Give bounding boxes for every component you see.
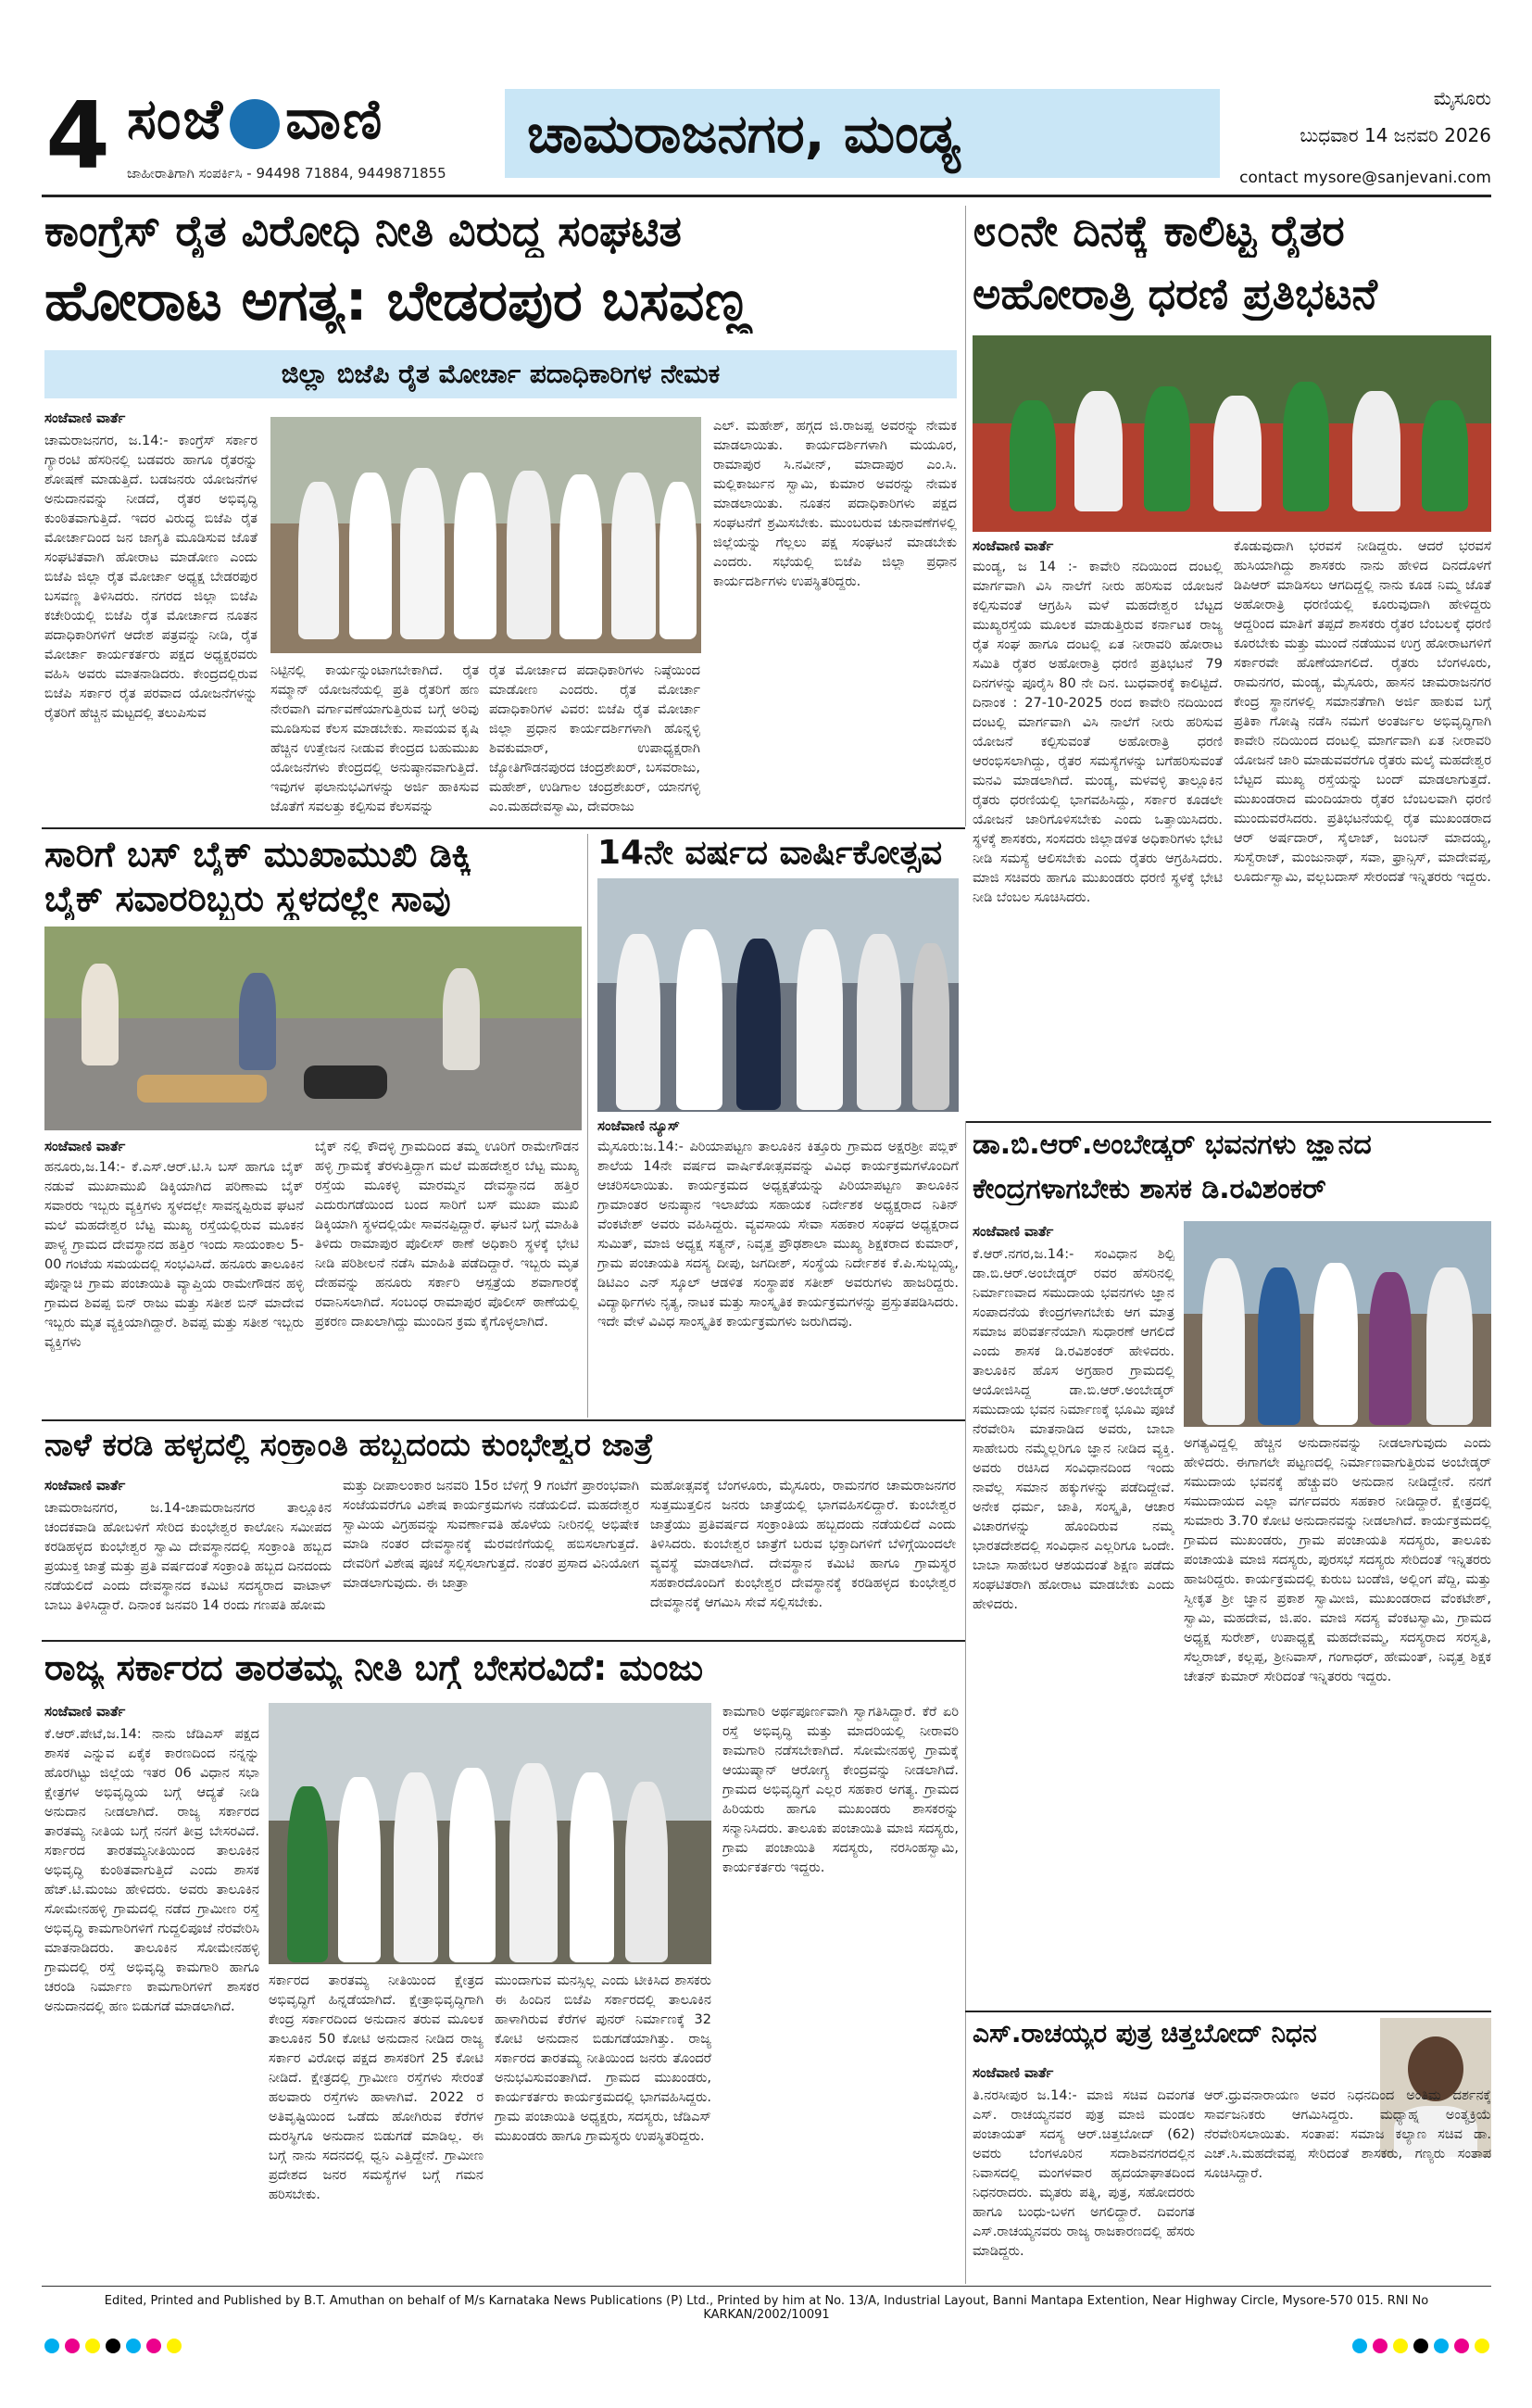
- story3-headline-line2: ಬೈಕ್ ಸವಾರರಿಬ್ಬರು ಸ್ಥಳದಲ್ಲೇ ಸಾವು: [44, 878, 451, 919]
- story5-body-col2: ಅಗತ್ಯವಿದ್ದಲ್ಲಿ ಹೆಚ್ಚಿನ ಅನುದಾನವನ್ನು ನೀಡಲಾಗುವುದು ಎಂದು ಹೇಳಿದರು. ಈಗಾಗಲೇ ಪಟ್ಟಣದಲ್ಲಿ ನಿರ್ಮಾಣವಾಗುತ್ತಿರುವ ಅಂಬೇಡ್ಕರ್ ಸಮುದಾಯ ಭವನಕ್ಕೆ ಹೆಚ್ಚುವರಿ ಅನುದಾನ ನೀಡಿದ್ದೇನೆ. ನನಗೆ ಸಮುದಾಯದ ಎಲ್ಲಾ ವರ್ಗದವರು ಸಹಕಾರ ನೀಡಿದ್ದಾರೆ. ಕ್ಷೇತ್ರದಲ್ಲಿ ಸುಮಾರು 3.70 ಕೋಟಿ ಅನುದಾನವನ್ನು ನೀಡಲಾಗಿದೆ. ಕಾರ್ಯಕ್ರಮದಲ್ಲಿ ಗ್ರಾಮದ ಮುಖಂಡರು, ಗ್ರಾಮ ಪಂಚಾಯತಿ ಸದಸ್ಯರು, ತಾಲೂಕು ಪಂಚಾಯತಿ ಮಾಜಿ ಸದಸ್ಯರು, ಪುರಸಭೆ ಸದಸ್ಯರು ಸೇರಿದಂತೆ ಇನ್ನಿತರರು ಹಾಜರಿದ್ದರು. ಕಾರ್ಯಕ್ರಮದಲ್ಲಿ ಕುರುಬ ಬಂಡೆಜಿ, ಅಲ್ಲಿಂಗ ಪೆದ್ದಿ, ಮತ್ತು ಸ್ವೀಕೃತ ಶ್ರೀ ಜ್ಞಾನ ಪ್ರಕಾಶ ಸ್ವಾಮೀಜಿ, ಮುಖಂಡರಾದ ವೆಂಕಟೇಶ್, ಸ್ವಾಮಿ, ಮಹದೇವ, ಜಿ.ಪಂ. ಮಾಜಿ ಸದಸ್ಯ ವೆಂಕಟಸ್ವಾಮಿ, ಗ್ರಾಮದ ಅಧ್ಯಕ್ಷ ಸುರೇಶ್, ಉಪಾಧ್ಯಕ್ಷೆ ಮಹದೇವಮ್ಮ, ಸದಸ್ಯರಾದ ಸರಸ್ವತಿ, ಸೆಲ್ವರಾಜ್, ಕಲ್ಲಪ್ಪ, ಶ್ರೀನಿವಾಸ್, ಗಂಗಾಧರ್, ಹೇಮಂತ್, ನಿವೃತ್ತ ಶಿಕ್ಷಕ ಚೇತನ್ ಕುಮಾರ್ ಸೇರಿದಂತೆ ಇನ್ನಿತರರು ಇದ್ದರು.: [1184, 1436, 1491, 1684]
- story1-group-photo: [270, 417, 701, 653]
- brand-left: ಸಂಜೆ: [127, 87, 225, 152]
- story3-headline-line1: ಸಾರಿಗೆ ಬಸ್ ಬೈಕ್ ಮುಖಾಮುಖಿ ಡಿಕ್ಕಿ: [44, 834, 472, 875]
- story2-headline-line2: ಅಹೋರಾತ್ರಿ ಧರಣಿ ಪ್ರತಿಭಟನೆ: [973, 269, 1377, 319]
- publisher-imprint: Edited, Printed and Published by B.T. Amuthan on behalf of M/s Karnataka News Publications (P) Ltd., Printed by him at No. 13/A, Industrial Layout, Banni Mantapa Extention, Near Highway Circle, Mysore-570 015. RNI No KARKAN/2002/10091: [104, 2294, 1429, 2322]
- story1-body-col2: ನಿಟ್ಟಿನಲ್ಲಿ ಕಾರ್ಯನ್ನುಂಟಾಗಬೇಕಾಗಿದೆ. ರೈತ ಸಮ್ಮಾನ್ ಯೋಜನೆಯಲ್ಲಿ ಪ್ರತಿ ರೈತರಿಗೆ ಹಣ ನೇರವಾಗಿ ವರ್ಗಾವಣೆಯಾಗುತ್ತಿರುವ ಬಗ್ಗೆ ಅರಿವು ಮೂಡಿಸುವ ಕೆಲಸ ಮಾಡಬೇಕು. ಸಾವಯವ ಕೃಷಿ ಹೆಚ್ಚಿನ ಉತ್ತೇಜನ ನೀಡುವ ಕೇಂದ್ರದ ಬಹುಮುಖ ಯೋಜನೆಗಳು ಕೇಂದ್ರದಲ್ಲಿ ಅನುಷ್ಠಾನವಾಗುತ್ತಿದೆ. ಇವುಗಳ ಫಲಾನುಭವಿಗಳನ್ನು ಅರ್ಜಿ ಹಾಕಿಸುವ ಜೊತೆಗೆ ಸವಲತ್ತು ಕಲ್ಪಿಸುವ ಕೆಲಸವನ್ನು: [270, 663, 479, 814]
- masthead: [42, 82, 1491, 191]
- story5-body-col1: ಕೆ.ಆರ್.ನಗರ,ಜ.14:- ಸಂವಿಧಾನ ಶಿಲ್ಪಿ ಡಾ.ಬಿ.ಆರ್.ಅಂಬೇಡ್ಕರ್ ರವರ ಹೆಸರಿನಲ್ಲಿ ನಿರ್ಮಾಣವಾದ ಸಮುದಾಯ ಭವನಗಳು ಜ್ಞಾನ ಸಂಪಾದನೆಯ ಕೇಂದ್ರಗಳಾಗಬೇಕು ಆಗ ಮಾತ್ರ ಸಮಾಜ ಪರಿವರ್ತನೆಯಾಗಿ ಸುಧಾರಣೆ ಆಗಲಿದೆ ಎಂದು ಶಾಸಕ ಡಿ.ರವಿಶಂಕರ್ ಹೇಳಿದರು. ತಾಲೂಕಿನ ಹೊಸ ಅಗ್ರಹಾರ ಗ್ರಾಮದಲ್ಲಿ ಆಯೋಜಿಸಿದ್ದ ಡಾ.ಬಿ.ಆರ್.ಅಂಬೇಡ್ಕರ್ ಸಮುದಾಯ ಭವನ ನಿರ್ಮಾಣಕ್ಕೆ ಭೂಮಿ ಪೂಜೆ ನೆರವೇರಿಸಿ ಮಾತನಾಡಿದ ಅವರು, ಬಾಬಾ ಸಾಹೇಬರು ನಮ್ಮೆಲ್ಲರಿಗೂ ಜ್ಞಾನ ನೀಡಿದ ವ್ಯಕ್ತಿ. ಅವರು ರಚಿಸಿದ ಸಂವಿಧಾನದಿಂದ ಇಂದು ನಾವೆಲ್ಲ ಸಮಾನ ಹಕ್ಕುಗಳನ್ನು ಪಡೆದಿದ್ದೇವೆ. ಅನೇಕ ಧರ್ಮ, ಜಾತಿ, ಸಂಸ್ಕೃತಿ, ಆಚಾರ ವಿಚಾರಗಳನ್ನು ಹೊಂದಿರುವ ನಮ್ಮ ಭಾರತದೇಶದಲ್ಲಿ ಸಂವಿಧಾನ ಎಲ್ಲರಿಗೂ ಒಂದೇ. ಬಾಬಾ ಸಾಹೇಬರ ಆಶಯದಂತೆ ಶಿಕ್ಷಣ ಪಡೆದು ಸಂಘಟಿತರಾಗಿ ಹೋರಾಟ ಮಾಡಬೇಕು ಎಂದು ಹೇಳಿದರು.: [973, 1247, 1174, 1612]
- contact-email[interactable]: contact mysore@sanjevani.com: [1239, 169, 1491, 187]
- masthead-rule: [42, 195, 1491, 197]
- story4-headline: 14ನೇ ವರ್ಷದ ವಾರ್ಷಿಕೋತ್ಸವ: [597, 834, 943, 872]
- story6-body-col2: ಮತ್ತು ದೀಪಾಲಂಕಾರ ಜನವರಿ 15ರ ಬೆಳಿಗ್ಗೆ 9 ಗಂಟೆಗೆ ಪ್ರಾರಂಭವಾಗಿ ಸಂಜೆಯವರೆಗೂ ವಿಶೇಷ ಕಾರ್ಯಕ್ರಮಗಳು ನಡೆಯಲಿದೆ. ಮಹದೇಶ್ವರ ಸ್ವಾಮಿಯ ವಿಗ್ರಹವನ್ನು ಸುವರ್ಣಾವತಿ ಹೊಳೆಯ ನೀರಿನಲ್ಲಿ ಅಭಿಷೇಕ ಮಾಡಿ ನಂತರ ದೇವಸ್ಥಾನಕ್ಕೆ ಮೆರವಣಿಗೆಯಲ್ಲಿ ಹಬಿಸಲಾಗುತ್ತದೆ. ದೇವರಿಗೆ ವಿಶೇಷ ಪೂಜೆ ಸಲ್ಲಿಸಲಾಗುತ್ತದೆ. ನಂತರ ಪ್ರಸಾದ ವಿನಿಯೋಗ ಮಾಡಲಾಗುವುದು. ಈ ಜಾತ್ರಾ: [343, 1479, 639, 1591]
- story7-ceremony-photo: [269, 1703, 711, 1964]
- story6-body-col3: ಮಹೋತ್ಸವಕ್ಕೆ ಬೆಂಗಳೂರು, ಮೈಸೂರು, ರಾಮನಗರ ಚಾಮರಾಜನಗರ ಸುತ್ತಮುತ್ತಲಿನ ಜನರು ಜಾತ್ರೆಯಲ್ಲಿ ಭಾಗವಹಿಸಲಿದ್ದಾರೆ. ಕುಂಬೇಶ್ವರ ಜಾತ್ರೆಯು ಪ್ರತಿವರ್ಷದ ಸಂಕ್ರಾಂತಿಯ ಹಬ್ಬದಂದು ನಡೆಯಲಿದೆ ಎಂದು ತಿಳಿಸಿದರು. ಕುಂಬೇಶ್ವರ ಜಾತ್ರೆಗೆ ಬರುವ ಭಕ್ತಾದಿಗಳಿಗೆ ಬೆಳಿಗ್ಗೆಯಿಂದಲೇ ವ್ಯವಸ್ಥೆ ಮಾಡಲಾಗಿದೆ. ದೇವಸ್ಥಾನ ಕಮಿಟಿ ಹಾಗೂ ಗ್ರಾಮಸ್ಥರ ಸಹಕಾರದೊಂದಿಗೆ ಕುಂಭೇಶ್ವರ ದೇವಸ್ಥಾನಕ್ಕೆ ಕರಡಿಹಳ್ಳದ ಕುಂಭೇಶ್ವರ ದೇವಸ್ಥಾನಕ್ಕೆ ಆಗಮಿಸಿ ಸೇವೆ ಸಲ್ಲಿಸಬೇಕು.: [650, 1479, 956, 1610]
- story1-body-col3: ರೈತ ಮೋರ್ಚಾದ ಪದಾಧಿಕಾರಿಗಳು ನಿಷ್ಠೆಯಿಂದ ಮಾಡೋಣ ಎಂದರು. ರೈತ ಮೋರ್ಚಾ ಪದಾಧಿಕಾರಿಗಳ ವಿವರ: ಬಿಜೆಪಿ ರೈತ ಮೋರ್ಚಾ ಜಿಲ್ಲಾ ಪ್ರಧಾನ ಕಾರ್ಯದರ್ಶಿಗಳಾಗಿ ಹೊನ್ನಳ್ಳಿ ಶಿವಕುಮಾರ್, ಉಪಾಧ್ಯಕ್ಷರಾಗಿ ಜ್ಯೋತಿಗೌಡನಪುರದ ಚಂದ್ರಶೇಖರ್, ಬಸವರಾಜು, ಮಹೇಶ್, ಉಡಿಗಾಲ ಚಂದ್ರಶೇಖರ್, ಯಾನಗಳ್ಳಿ ಎಂ.ಮಹದೇವಸ್ವಾಮಿ, ದೇವರಾಜು: [489, 663, 700, 814]
- story5-byline: ಸಂಜೆವಾಣಿ ವಾರ್ತೆ: [973, 1223, 1054, 1240]
- story6-byline: ಸಂಜೆವಾಣಿ ವಾರ್ತೆ: [44, 1477, 126, 1494]
- story5-headline-line1: ಡಾ.ಬಿ.ಆರ್.ಅಂಬೇಡ್ಕರ್ ಭವನಗಳು ಜ್ಞಾನದ: [973, 1128, 1372, 1161]
- story7-body-col2: ಸರ್ಕಾರದ ತಾರತಮ್ಯ ನೀತಿಯಿಂದ ಕ್ಷೇತ್ರದ ಅಭಿವೃದ್ಧಿಗೆ ಹಿನ್ನಡೆಯಾಗಿದೆ. ಕ್ಷೇತ್ರಾಭಿವೃದ್ಧಿಗಾಗಿ ಕೇಂದ್ರ ಸರ್ಕಾರದಿಂದ ಅನುದಾನ ತರುವ ಮೂಲಕ ತಾಲೂಕಿನ 50 ಕೋಟಿ ಅನುದಾನ ನೀಡಿದ ರಾಜ್ಯ ಸರ್ಕಾರ ವಿರೋಧ ಪಕ್ಷದ ಶಾಸಕರಿಗೆ 25 ಕೋಟಿ ನೀಡಿದೆ. ಕ್ಷೇತ್ರದಲ್ಲಿ ಗ್ರಾಮೀಣ ರಸ್ತೆಗಳು ಸೇರಂತೆ ಹಲವಾರು ರಸ್ತೆಗಳು ಹಾಳಾಗಿವೆ. 2022 ರ ಅತಿವೃಷ್ಟಿಯಿಂದ ಒಡೆದು ಹೋಗಿರುವ ಕೆರೆಗಳ ದುರಸ್ಥಿಗೂ ಅನುದಾನ ಬಿಡುಗಡೆ ಮಾಡಿಲ್ಲ. ಈ ಬಗ್ಗೆ ನಾನು ಸದನದಲ್ಲಿ ಧ್ವನಿ ಎತ್ತಿದ್ದೇನೆ. ಗ್ರಾಮೀಣ ಪ್ರದೇಶದ ಜನರ ಸಮಸ್ಯೆಗಳ ಬಗ್ಗೆ ಗಮನ ಹರಿಸಬೇಕು.: [269, 1973, 483, 2202]
- story7-headline: ರಾಜ್ಯ ಸರ್ಕಾರದ ತಾರತಮ್ಯ ನೀತಿ ಬಗ್ಗೆ ಬೇಸರವಿದೆ: ಮಂಜು: [44, 1647, 704, 1688]
- section-rule: [42, 827, 965, 829]
- story4-byline: ಸಂಜೆವಾಣಿ ನ್ಯೂಸ್: [597, 1117, 680, 1134]
- story1-headline-line2: ಹೋರಾಟ ಅಗತ್ಯ: ಬೇಡರಪುರ ಬಸವಣ್ಣ: [44, 269, 752, 334]
- story2-body-col2: ಕೊಡುವುದಾಗಿ ಭರವಸೆ ನೀಡಿದ್ದರು. ಆದರೆ ಭರವಸೆ ಹುಸಿಯಾಗಿದ್ದು ಶಾಸಕರು ನಾನು ಹೇಳಿದ ದಿನದೊಳಗೆ ಡಿಪಿಆರ್ ಮಾಡಿಸಲು ಆಗದಿದ್ದಲ್ಲಿ ನಾನು ಕೂಡ ನಿಮ್ಮ ಜೊತೆ ಅಹೋರಾತ್ರಿ ಧರಣಿಯಲ್ಲಿ ಕೂರುವುದಾಗಿ ಹೇಳಿದ್ದರು ಆದ್ದರಿಂದ ಮಾತಿಗೆ ತಪ್ಪದೆ ಶಾಸಕರು ರೈತರ ಬೆಂಬಲಕ್ಕೆ ಧರಣಿ ಕೂರಬೇಕು ಮತ್ತು ಮುಂದೆ ನಡೆಯುವ ಉಗ್ರ ಹೋರಾಟಗಳಿಗೆ ಸರ್ಕಾರವೇ ಹೊಣೆಯಾಗಲಿದೆ. ರೈತರು ಬೆಂಗಳೂರು, ರಾಮನಗರ, ಮಂಡ್ಯ, ಮೈಸೂರು, ಹಾಸನ ಚಾಮರಾಜನಗರ ಕೇಂದ್ರ ಸ್ಥಾನಗಳಲ್ಲಿ ಸಮಾನತೆಗಾಗಿ ಅರ್ಜಿ ಹಾಕುವ ಬಗ್ಗೆ ಪ್ರತಿಕಾ ಗೋಷ್ಠಿ ನಡೆಸಿ ನಮಗೆ ಅಂತರ್ಜಲ ಅಭಿವೃದ್ಧಿಗಾಗಿ ಕಾವೇರಿ ನದಿಯಿಂದ ದಂಟಲ್ಲಿ ಮಾರ್ಗವಾಗಿ ಏತ ನೀರಾವರಿ ಯೋಜನೆ ಜಾರಿ ಮಾಡುವವರೆಗೂ ರೈತರು ಮಲೈ ಮಹದೇಶ್ವರ ಬೆಟ್ಟದ ಮುಖ್ಯ ರಸ್ತೆಯನ್ನು ಬಂದ್ ಮಾಡಲಾಗುತ್ತದೆ. ಮುಖಂಡರಾದ ಮಂದಿಯಾರು ರೈತರ ಬೆಂಬಲವಾಗಿ ಧರಣಿ ಮುಂದುವರೆಸಿದರು. ಪ್ರತಿಭಟನೆಯಲ್ಲಿ ರೈತ ಮುಖಂಡರಾದ ಆರ್ ಅರ್ಷದಾರ್, ಸೈಲಾಜ್, ಜಂಬನ್ ಮಾದಯ್ಯ, ಸುಸ್ವೆರಾಜ್, ಮಂಜುನಾಥ್, ಸವಾ, ಫ್ರಾನ್ಸಿಸ್, ಮಾದೇವಪ್ಪ, ಲೂರ್ದುಸ್ವಾಮಿ, ವಲ್ಲಬದಾಸ್ ಸೇರಂದತೆ ಇನ್ನಿತರರು ಇದ್ದರು.: [1234, 539, 1491, 885]
- section-rule: [965, 1121, 1491, 1123]
- story6-body-col1: ಚಾಮರಾಜನಗರ, ಜ.14-ಚಾಮರಾಜನಗರ ತಾಲ್ಲೂಕಿನ ಚಂದಕವಾಡಿ ಹೋಬಳಿಗೆ ಸೇರಿದ ಕುಂಭೇಶ್ವರ ಕಾಲೋನಿ ಸಮೀಪದ ಕರಡಿಹಳ್ಳದ ಕುಂಭೇಶ್ವರ ಸ್ವಾಮಿ ದೇವಸ್ಥಾನದಲ್ಲಿ ಸಂಕ್ರಾಂತಿ ಹಬ್ಬದ ಪ್ರಯುಕ್ತ ಜಾತ್ರೆ ಮತ್ತು ಪ್ರತಿ ವರ್ಷದಂತೆ ಸಂಕ್ರಾಂತಿ ಹಬ್ಬದ ದಿನದಂದು ನಡೆಯಲಿದೆ ಎಂದು ದೇವಸ್ಥಾನದ ಕಮಿಟಿ ಸದಸ್ಯರಾದ ವಾಟಾಳ್ ಬಾಬು ತಿಳಿಸಿದ್ದಾರೆ. ದಿನಾಂಕ ಜನವರಿ 14 ರಂದು ಗಣಪತಿ ಹೋಮ: [44, 1501, 332, 1613]
- dove-logo-icon: [230, 99, 280, 149]
- story1-byline: ಸಂಜೆವಾಣಿ ವಾರ್ತೆ: [44, 410, 126, 426]
- section-rule: [965, 2011, 1491, 2012]
- section-rule: [42, 1640, 965, 1642]
- story3-body-col1: ಹನೂರು,ಜ.14:- ಕೆ.ಎಸ್.ಆರ್.ಟಿ.ಸಿ ಬಸ್ ಹಾಗೂ ಬೈಕ್ ನಡುವೆ ಮುಖಾಮುಖಿ ಡಿಕ್ಕಿಯಾಗಿದ ಪರಿಣಾಮ ಬೈಕ್ ಸವಾರರು ಇಬ್ಬರು ವ್ಯಕ್ತಿಗಳು ಸ್ಥಳದಲ್ಲೇ ಸಾವನ್ನಪ್ಪಿರುವ ಘಟನೆ ಮಲೆ ಮಹದೇಶ್ವರ ಬೆಟ್ಟ ಮುಖ್ಯ ರಸ್ತೆಯಲ್ಲಿರುವ ಮೂಕನ ಪಾಳ್ಯ ಗ್ರಾಮದ ದೇವಸ್ಥಾನದ ಹತ್ತಿರ ಇಂದು ಸಾಯಂಕಾಲ 5-00 ಗಂಟೆಯ ಸಮಯದಲ್ಲಿ ಸಂಭವಿಸಿದೆ. ಹನೂರು ತಾಲೂಕಿನ ಪೊನ್ನಾಚಿ ಗ್ರಾಮ ಪಂಚಾಯಿತಿ ವ್ಯಾಪ್ತಿಯ ರಾಮೇಗೌಡನ ಹಳ್ಳಿ ಗ್ರಾಮದ ಶಿವಪ್ಪ ಬಿನ್ ರಾಜು ಮತ್ತು ಸತೀಶ ಬಿನ್ ಮಾದೇವ ಇಬ್ಬರು ಮೃತ ವ್ಯಕ್ತಿಯಾಗಿದ್ದಾರೆ. ಶಿವಪ್ಪ ಮತ್ತು ಸತೀಶ ಇಬ್ಬರು ವ್ಯಕ್ತಿಗಳು: [44, 1160, 304, 1350]
- story3-accident-photo: [44, 927, 582, 1130]
- advertising-contact: ಜಾಹೀರಾತಿಗಾಗಿ ಸಂಪರ್ಕಿಸಿ - 94498 71884, 9449871855: [127, 165, 446, 182]
- story8-body-col1: ತಿ.ನರಸೀಪುರ ಜ.14:- ಮಾಜಿ ಸಚಿವ ದಿವಂಗತ ಎಸ್. ರಾಚಯ್ಯನವರ ಪುತ್ರ ಮಾಜಿ ಮಂಡಲ ಪಂಚಾಯತ್ ಸದಸ್ಯ ಆರ್.ಚಿತ್ತಬೋದ್ (62) ಅವರು ಬೆಂಗಳೂರಿನ ಸದಾಶಿವನಗರದಲ್ಲಿನ ನಿವಾಸದಲ್ಲಿ ಮಂಗಳವಾರ ಹೃದಯಾಘಾತದಿಂದ ನಿಧನರಾದರು. ಮೃತರು ಪತ್ನಿ, ಪುತ್ರ, ಸಹೋದರರು ಹಾಗೂ ಬಂಧು-ಬಳಗ ಅಗಲಿದ್ದಾರೆ. ದಿವಂಗತ ಎಸ್.ರಾಚಯ್ಯನವರು ರಾಜ್ಯ ರಾಜಕಾರಣದಲ್ಲಿ ಹೆಸರು ಮಾಡಿದ್ದರು.: [973, 2088, 1195, 2259]
- story4-lamp-lighting-photo: [597, 878, 959, 1112]
- footer-rule: [42, 2286, 1491, 2287]
- story7-byline: ಸಂಜೆವಾಣಿ ವಾರ್ತೆ: [44, 1703, 126, 1720]
- story1-body-col4: ಎಲ್. ಮಹೇಶ್, ಹಗ್ಗದ ಜಿ.ರಾಜಪ್ಪ ಅವರನ್ನು ನೇಮಕ ಮಾಡಲಾಯಿತು. ಕಾರ್ಯದರ್ಶಿಗಳಾಗಿ ಮಯೂರ, ರಾಮಾಪುರ ಸಿ.ನವೀನ್, ಮಾದಾಪುರ ಎಂ.ಸಿ. ಮಲ್ಲಿಕಾರ್ಜುನ ಸ್ವಾಮಿ, ಕುಮಾರ ಅವರನ್ನು ನೇಮಕ ಮಾಡಲಾಯಿತು. ನೂತನ ಪದಾಧಿಕಾರಿಗಳು ಪಕ್ಷದ ಸಂಘಟನೆಗೆ ಶ್ರಮಿಸಬೇಕು. ಮುಂಬರುವ ಚುನಾವಣೆಗಳಲ್ಲಿ ಜಿಲ್ಲೆಯನ್ನು ಗೆಲ್ಲಲು ಪಕ್ಷ ಸಂಘಟನೆ ಮಾಡಬೇಕು ಎಂದರು. ಸಭೆಯಲ್ಲಿ ಬಿಜೆಪಿ ಜಿಲ್ಲಾ ಪ್ರಧಾನ ಕಾರ್ಯದರ್ಶಿಗಳು ಉಪಸ್ಥಿತರಿದ್ದರು.: [713, 419, 957, 589]
- registration-marks-left: [44, 2339, 187, 2357]
- story8-body-col2: ಆರ್.ಧ್ರುವನಾರಾಯಣ ಅವರ ನಿಧನದಿಂದ ಅಂತಿಮ ದರ್ಶನಕ್ಕೆ ಸಾರ್ವಜನಿಕರು ಆಗಮಿಸಿದ್ದರು. ಮಧ್ಯಾಹ್ನ ಅಂತ್ಯಕ್ರಿಯೆ ನೆರವೇರಿಸಲಾಯಿತು. ಸಂತಾಪ: ಸಮಾಜ ಕಲ್ಯಾಣ ಸಚಿವ ಡಾ. ಎಚ್.ಸಿ.ಮಹದೇವಪ್ಪ ಸೇರಿದಂತೆ ಶಾಸಕರು, ಗಣ್ಯರು ಸಂತಾಪ ಸೂಚಿಸಿದ್ದಾರೆ.: [1204, 2088, 1491, 2181]
- story5-bhoomi-pooja-photo: [1184, 1221, 1491, 1427]
- page-number: 4: [45, 82, 110, 190]
- newspaper-logo: [127, 82, 534, 158]
- story7-body-col1: ಕೆ.ಆರ್.ಪೇಟೆ,ಜ.14: ನಾನು ಜೆಡಿಎಸ್ ಪಕ್ಷದ ಶಾಸಕ ಎನ್ನುವ ಏಕೈಕ ಕಾರಣದಿಂದ ನನ್ನನ್ನು ಹೊರಗಿಟ್ಟು ಜಿಲ್ಲೆಯ ಇತರ 06 ವಿಧಾನ ಸಭಾ ಕ್ಷೇತ್ರಗಳ ಅಭಿವೃದ್ಧಿಯ ಬಗ್ಗೆ ಆದ್ಯತೆ ನೀಡಿ ಅನುದಾನ ನೀಡಲಾಗಿದೆ. ರಾಜ್ಯ ಸರ್ಕಾರದ ತಾರತಮ್ಯ ನೀತಿಯ ಬಗ್ಗೆ ನನಗೆ ತೀವ್ರ ಬೇಸರವಿದೆ. ಸರ್ಕಾರದ ತಾರತಮ್ಯನೀತಿಯಿಂದ ತಾಲೂಕಿನ ಅಭಿವೃದ್ಧಿ ಕುಂಠಿತವಾಗುತ್ತಿದೆ ಎಂದು ಶಾಸಕ ಹೆಚ್.ಟಿ.ಮಂಜು ಹೇಳಿದರು. ಅವರು ತಾಲೂಕಿನ ಸೋಮೇನಹಳ್ಳಿ ಗ್ರಾಮದಲ್ಲಿ ನಡೆದ ಗ್ರಾಮೀಣ ರಸ್ತೆ ಅಭಿವೃದ್ಧಿ ಕಾಮಗಾರಿಗಳಿಗೆ ಗುದ್ದಲಿಪೂಜೆ ನೆರವೇರಿಸಿ ಮಾತನಾಡಿದರು. ತಾಲೂಕಿನ ಸೋಮೇನಹಳ್ಳಿ ಗ್ರಾಮದಲ್ಲಿ ರಸ್ತೆ ಅಭಿವೃದ್ಧಿ ಕಾಮಗಾರಿ ಹಾಗೂ ಚರಂಡಿ ನಿರ್ಮಾಣ ಕಾಮಗಾರಿಗಳಿಗೆ ಶಾಸಕರ ಅನುದಾನದಲ್ಲಿ ಹಣ ಬಿಡುಗಡೆ ಮಾಡಲಾಗಿದೆ.: [44, 1727, 259, 2014]
- story2-headline-line1: ೮೦ನೇ ದಿನಕ್ಕೆ ಕಾಲಿಟ್ಟ ರೈತರ: [973, 206, 1345, 256]
- story7-body-col3: ಮುಂದಾಗುವ ಮನಸ್ಸಿಲ್ಲ ಎಂದು ಟೀಕಿಸಿದ ಶಾಸಕರು ಈ ಹಿಂದಿನ ಬಿಜೆಪಿ ಸರ್ಕಾರದಲ್ಲಿ ತಾಲೂಕಿನ ಹಾಳಾಗಿರುವ ಕೆರೆಗಳ ಪುನರ್ ನಿರ್ಮಾಣಕ್ಕೆ 32 ಕೋಟಿ ಅನುದಾನ ಬಿಡುಗಡೆಯಾಗಿತ್ತು. ರಾಜ್ಯ ಸರ್ಕಾರದ ತಾರತಮ್ಯ ನೀತಿಯಿಂದ ಜನರು ತೊಂದರೆ ಅನುಭವಿಸುವಂತಾಗಿದೆ. ಗ್ರಾಮದ ಮುಖಂಡರು, ಕಾರ್ಯಕರ್ತರು ಕಾರ್ಯಕ್ರಮದಲ್ಲಿ ಭಾಗವಹಿಸಿದ್ದರು. ಗ್ರಾಮ ಪಂಚಾಯಿತಿ ಅಧ್ಯಕ್ಷರು, ಸದಸ್ಯರು, ಜೆಡಿಎಸ್ ಮುಖಂಡರು ಹಾಗೂ ಗ್ರಾಮಸ್ಥರು ಉಪಸ್ಥಿತರಿದ್ದರು.: [495, 1973, 711, 2144]
- column-divider: [965, 206, 966, 826]
- story2-protest-photo: [973, 335, 1491, 532]
- story2-body-col1: ಮಂಡ್ಯ, ಜ 14 :- ಕಾವೇರಿ ನದಿಯಿಂದ ದಂಟಲ್ಲಿ ಮಾರ್ಗವಾಗಿ ವಿಸಿ ನಾಲೆಗೆ ನೀರು ಹರಿಸುವ ಯೋಜನೆ ಕಲ್ಪಿಸುವಂತೆ ಆಗ್ರಹಿಸಿ ಮಳೆ ಮಹದೇಶ್ವರ ಬೆಟ್ಟದ ಮುಖ್ಯರಸ್ತೆಯ ಮೂಲಕ ಮಾಡುತ್ತಿರುವ ಕರ್ನಾಟಕ ರಾಜ್ಯ ರೈತ ಸಂಘ ಹಾಗೂ ದಂಟಲ್ಲಿ ಏತ ನೀರಾವರಿ ಹೋರಾಟ ಸಮಿತಿ ರೈತರ ಅಹೋರಾತ್ರಿ ಧರಣಿ ಪ್ರತಿಭಟನೆ 79 ದಿನಗಳನ್ನು ಪೂರೈಸಿ 80 ನೇ ದಿನ. ಬುಧವಾರಕ್ಕೆ ಕಾಲಿಟ್ಟಿದೆ. ದಿನಾಂಕ : 27-10-2025 ರಂದ ಕಾವೇರಿ ನದಿಯಿಂದ ದಂಟಲ್ಲಿ ಮಾರ್ಗವಾಗಿ ವಿಸಿ ನಾಲೆಗೆ ನೀರು ಹರಿಸುವ ಯೋಜನೆ ಕಲ್ಪಿಸುವಂತೆ ಅಹೋರಾತ್ರಿ ಧರಣಿ ಆರಂಭಿಸಲಾಗಿದ್ದು, ರೈತರ ಸಮಸ್ಯೆಗಳನ್ನು ಬಗೆಹರಿಸುವಂತೆ ಮನವಿ ಮಾಡಲಾಗಿದೆ. ಮಂಡ್ಯ, ಮಳವಳ್ಳಿ ತಾಲ್ಲೂಕಿನ ರೈತರು ಧರಣಿಯಲ್ಲಿ ಭಾಗವಹಿಸಿದ್ದು, ಸರ್ಕಾರ ಕೂಡಲೇ ಯೋಜನೆ ಜಾರಿಗೊಳಿಸಬೇಕು ಎಂದು ಒತ್ತಾಯಿಸಿದರು. ಸ್ಥಳಕ್ಕೆ ಶಾಸಕರು, ಸಂಸದರು ಜಿಲ್ಲಾಡಳಿತ ಅಧಿಕಾರಿಗಳು ಭೇಟಿ ನೀಡಿ ಸಮಸ್ಯೆ ಆಲಿಸಬೇಕು ಎಂದು ರೈತರು ಆಗ್ರಹಿಸಿದರು. ಮಾಜಿ ಸಚಿವರು ಹಾಗೂ ಮುಖಂಡರು ಧರಣಿ ಸ್ಥಳಕ್ಕೆ ಭೇಟಿ ನೀಡಿ ಬೆಂಬಲ ಸೂಚಿಸಿದರು.: [973, 560, 1223, 905]
- story1-body-col1: ಚಾಮರಾಜನಗರ, ಜ.14:- ಕಾಂಗ್ರೆಸ್ ಸರ್ಕಾರ ಗ್ಯಾರಂಟಿ ಹೆಸರಿನಲ್ಲಿ ಬಡವರು ಹಾಗೂ ರೈತರನ್ನು ಶೋಷಣೆ ಮಾಡುತ್ತಿದೆ. ಬಡಜನರು ಯೋಜನೆಗಳ ಅನುದಾನವನ್ನು ನೀಡದೆ, ರೈತರ ಅಭಿವೃದ್ಧಿ ಕುಂಠಿತವಾಗುತ್ತಿದೆ. ಇದರ ವಿರುದ್ಧ ಬಿಜೆಪಿ ರೈತ ಮೋರ್ಚಾದಿಂದ ಜನ ಜಾಗೃತಿ ಮೂಡಿಸುವ ಜೊತೆ ಸಂಘಟಿತವಾಗಿ ಹೋರಾಟ ಮಾಡೋಣ ಎಂದು ಬಿಜೆಪಿ ಜಿಲ್ಲಾ ರೈತ ಮೋರ್ಚಾ ಅಧ್ಯಕ್ಷ ಬೇಡರಪುರ ಬಸವಣ್ಣ ತಿಳಿಸಿದರು. ನಗರದ ಜಿಲ್ಲಾ ಬಿಜೆಪಿ ಕಚೇರಿಯಲ್ಲಿ ಬಿಜೆಪಿ ರೈತ ಮೋರ್ಚಾದ ನೂತನ ಪದಾಧಿಕಾರಿಗಳಿಗೆ ಆದೇಶ ಪತ್ರವನ್ನು ನೀಡಿ, ರೈತ ಮೋರ್ಚಾ ಕಾರ್ಯಕರ್ತರು ಪಕ್ಷದ ಅಧ್ಯಕ್ಷರವರು ವಹಿಸಿ ಅವರು ಮಾತನಾಡಿದರು. ಕೇಂದ್ರದಲ್ಲಿರುವ ಬಿಜೆಪಿ ಸರ್ಕಾರ ರೈತ ಪರವಾದ ಯೋಜನೆಗಳನ್ನು ರೈತರಿಗೆ ಹೆಚ್ಚಿನ ಮಟ್ಟದಲ್ಲಿ ತಲುಪಿಸುವ: [44, 434, 257, 721]
- issue-date: ಬುಧವಾರ 14 ಜನವರಿ 2026: [1300, 124, 1491, 146]
- brand-right: ವಾಣಿ: [285, 87, 384, 152]
- story3-byline: ಸಂಜೆವಾಣಿ ವಾರ್ತೆ: [44, 1138, 126, 1154]
- edition-name: ಮೈಸೂರು: [1433, 87, 1491, 109]
- story8-headline: ಎಸ್.ರಾಚಯ್ಯರ ಪುತ್ರ ಚಿತ್ತಬೋದ್ ನಿಧನ: [973, 2018, 1317, 2049]
- story1-subheadline: ಜಿಲ್ಲಾ ಬಿಜೆಪಿ ರೈತ ಮೋರ್ಚಾ ಪದಾಧಿಕಾರಿಗಳ ನೇಮಕ: [44, 350, 957, 398]
- story4-body: ಮೈಸೂರು:ಜ.14:- ಪಿರಿಯಾಪಟ್ಟಣ ತಾಲೂಕಿನ ಕಿತ್ತೂರು ಗ್ರಾಮದ ಅಕ್ಷರಶ್ರೀ ಪಬ್ಲಿಕ್ ಶಾಲೆಯ 14ನೇ ವರ್ಷದ ವಾರ್ಷಿಕೋತ್ಸವವನ್ನು ವಿವಿಧ ಕಾರ್ಯಕ್ರಮಗಳೊಂದಿಗೆ ಆಚರಿಸಲಾಯಿತು. ಕಾರ್ಯಕ್ರಮದ ಅಧ್ಯಕ್ಷತೆಯನ್ನು ಪಿರಿಯಾಪಟ್ಟಣ ತಾಲೂಕಿನ ಗ್ರಾಮಾಂತರ ಅನುಷ್ಠಾನ ಇಲಾಖೆಯ ಸಹಾಯಕ ನಿರ್ದೇಶಕ ಅಧ್ಯಕ್ಷರಾದ ನಿತಿನ್ ವೆಂಕಟೇಶ್ ಅವರು ವಹಿಸಿದ್ದರು. ವ್ಯವಸಾಯ ಸೇವಾ ಸಹಕಾರ ಸಂಘದ ಅಧ್ಯಕ್ಷರಾದ ಸುಮಿತ್, ಮಾಜಿ ಅಧ್ಯಕ್ಷ ಸತ್ಯನ್, ನಿವೃತ್ತ ಪ್ರೌಢಶಾಲಾ ಮುಖ್ಯ ಶಿಕ್ಷಕರಾದ ಕುಮಾರ್, ಗ್ರಾಮ ಪಂಚಾಯತಿ ಸದಸ್ಯ ದೀಪು, ಜಗದೀಶ್, ಸಂಸ್ಥೆಯ ನಿರ್ದೇಶಕ ಕೆ.ಪಿ.ಸುಬ್ಬಯ್ಯ, ಡಿಟಿಎಂ ಎನ್ ಸ್ಕೂಲ್ ಆಡಳಿತ ಸಂಸ್ಥಾಪಕ ಸತೀಶ್ ಅವರುಗಳು ಹಾಜರಿದ್ದರು. ವಿದ್ಯಾರ್ಥಿಗಳು ನೃತ್ಯ, ನಾಟಕ ಮತ್ತು ಸಾಂಸ್ಕೃತಿಕ ಕಾರ್ಯಕ್ರಮಗಳನ್ನು ಪ್ರಸ್ತುತಪಡಿಸಿದರು. ಇದೇ ವೇಳೆ ವಿವಿಧ ಸಾಂಸ್ಕೃತಿಕ ಕಾರ್ಯಕ್ರಮಗಳು ಜರುಗಿದವು.: [597, 1140, 959, 1330]
- registration-marks-right: [1352, 2339, 1495, 2357]
- story7-body-col4: ಕಾಮಗಾರಿ ಅರ್ಥಪೂರ್ಣವಾಗಿ ಸ್ವಾಗತಿಸಿದ್ದಾರೆ. ಕೆರೆ ಏರಿ ರಸ್ತೆ ಅಭಿವೃದ್ಧಿ ಮತ್ತು ಮಾದರಿಯಲ್ಲಿ ನೀರಾವರಿ ಕಾಮಗಾರಿ ನಡೆಸಬೇಕಾಗಿದೆ. ಸೋಮೇನಹಳ್ಳಿ ಗ್ರಾಮಕ್ಕೆ ಆಯುಷ್ಮಾನ್ ಆರೋಗ್ಯ ಕೇಂದ್ರವನ್ನು ನೀಡಲಾಗಿದೆ. ಗ್ರಾಮದ ಅಭಿವೃದ್ಧಿಗೆ ಎಲ್ಲರ ಸಹಕಾರ ಅಗತ್ಯ. ಗ್ರಾಮದ ಹಿರಿಯರು ಹಾಗೂ ಮುಖಂಡರು ಶಾಸಕರನ್ನು ಸನ್ಮಾನಿಸಿದರು. ತಾಲೂಕು ಪಂಚಾಯಿತಿ ಮಾಜಿ ಸದಸ್ಯರು, ಗ್ರಾಮ ಪಂಚಾಯಿತಿ ಸದಸ್ಯರು, ನರಸಿಂಹಸ್ವಾಮಿ, ಕಾರ್ಯಕರ್ತರು ಇದ್ದರು.: [722, 1705, 959, 1875]
- story6-headline: ನಾಳೆ ಕರಡಿ ಹಳ್ಳದಲ್ಲಿ ಸಂಕ್ರಾಂತಿ ಹಬ್ಬದಂದು ಕುಂಭೇಶ್ವರ ಜಾತ್ರೆ: [44, 1427, 654, 1464]
- story3-body-col2: ಬೈಕ್ ನಲ್ಲಿ ಕೌದಳ್ಳಿ ಗ್ರಾಮದಿಂದ ತಮ್ಮ ಊರಿಗೆ ರಾಮೇಗೌಡನ ಹಳ್ಳಿ ಗ್ರಾಮಕ್ಕೆ ತೆರಳುತ್ತಿದ್ದಾಗ ಮಲೆ ಮಹದೇಶ್ವರ ಬೆಟ್ಟ ಮುಖ್ಯ ರಸ್ತೆಯ ಮೂಕಳ್ಳಿ ಮಾರಮ್ಮನ ದೇವಸ್ಥಾನದ ಹತ್ತಿರ ಎದುರುಗಡೆಯಿಂದ ಬಂದ ಸಾರಿಗೆ ಬಸ್ ಮುಖಾ ಮುಖಿ ಡಿಕ್ಕಿಯಾಗಿ ಸ್ಥಳದಲ್ಲಿಯೇ ಸಾವನಪ್ಪಿದ್ದಾರೆ. ಘಟನೆ ಬಗ್ಗೆ ಮಾಹಿತಿ ತಿಳಿದು ರಾಮಾಪುರ ಪೊಲೀಸ್ ಠಾಣೆ ಅಧಿಕಾರಿ ಸ್ಥಳಕ್ಕೆ ಭೇಟಿ ನೀಡಿ ಪರಿಶೀಲನೆ ನಡೆಸಿ ಮಾಹಿತಿ ಪಡೆದಿದ್ದಾರೆ. ಇಬ್ಬರು ಮೃತ ದೇಹವನ್ನು ಹನೂರು ಸರ್ಕಾರಿ ಆಸ್ಪತ್ರೆಯ ಶವಾಗಾರಕ್ಕೆ ರವಾನಿಸಲಾಗಿದೆ. ಸಂಬಂಧ ರಾಮಾಪುರ ಪೊಲೀಸ್ ಠಾಣೆಯಲ್ಲಿ ಪ್ರಕರಣ ದಾಖಲಾಗಿದ್ದು ಮುಂದಿನ ಕ್ರಮ ಕೈಗೊಳ್ಳಲಾಗಿದೆ.: [315, 1140, 579, 1330]
- column-divider: [587, 834, 588, 1418]
- story2-byline: ಸಂಜೆವಾಣಿ ವಾರ್ತೆ: [973, 537, 1054, 554]
- section-rule: [42, 1419, 965, 1421]
- story8-byline: ಸಂಜೆವಾಣಿ ವಾರ್ತೆ: [973, 2064, 1054, 2081]
- region-title: ಚಾಮರಾಜನಗರ, ಮಂಡ್ಯ: [505, 89, 1220, 178]
- story5-headline-line2: ಕೇಂದ್ರಗಳಾಗಬೇಕು ಶಾಸಕ ಡಿ.ರವಿಶಂಕರ್: [973, 1173, 1326, 1205]
- story1-headline-line1: ಕಾಂಗ್ರೆಸ್ ರೈತ ವಿರೋಧಿ ನೀತಿ ವಿರುದ್ಧ ಸಂಘಟಿತ: [44, 206, 682, 256]
- column-divider: [965, 1121, 966, 2284]
